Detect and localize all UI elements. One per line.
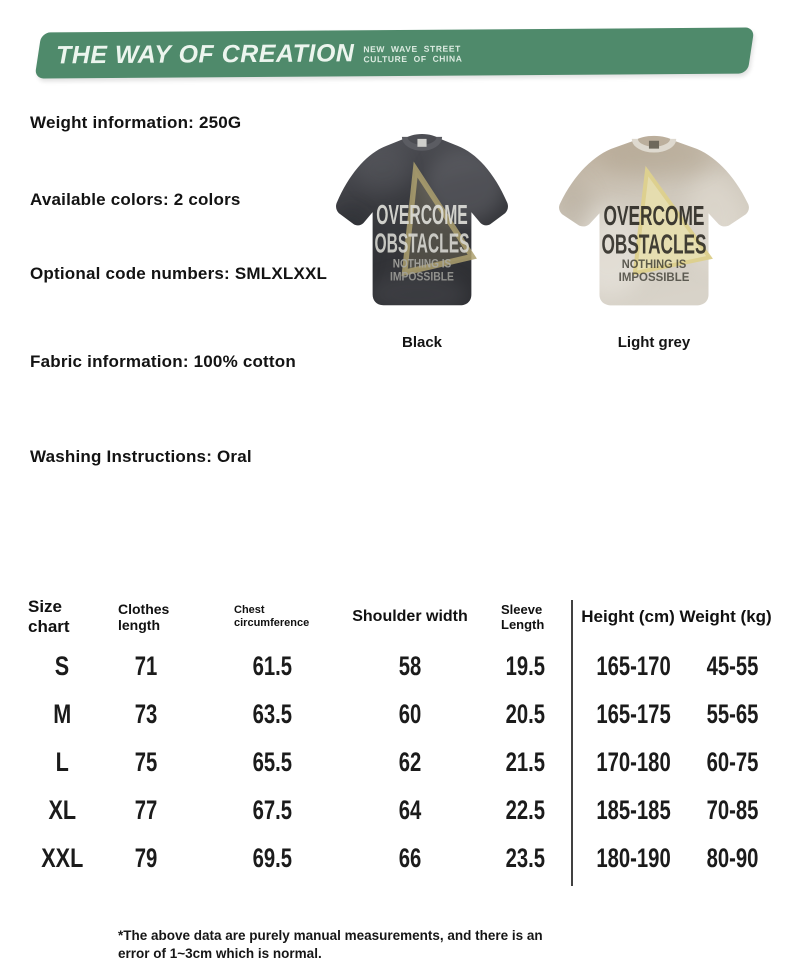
header-shoulder-width: Shoulder width bbox=[352, 608, 468, 625]
row-l-sleeve: 21.5 bbox=[505, 746, 545, 777]
row-xl-chest: 67.5 bbox=[252, 794, 292, 825]
shirt-black bbox=[326, 128, 518, 351]
brand-banner-content bbox=[38, 28, 751, 79]
table-vertical-divider bbox=[571, 600, 573, 886]
row-m-size: M bbox=[53, 698, 71, 729]
row-s-sleeve: 19.5 bbox=[505, 650, 545, 681]
row-xl-clothes: 77 bbox=[134, 794, 158, 825]
row-xxl-clothes: 79 bbox=[134, 842, 158, 873]
print-line3: NOTHING IS bbox=[392, 258, 452, 271]
info-codes: Optional code numbers: SMLXLXXL bbox=[30, 264, 328, 283]
print-line2: OBSTACLES bbox=[601, 228, 707, 260]
row-xl-size: XL bbox=[48, 794, 76, 825]
brand-subtitle-line2: CULTURE OF CHINA bbox=[363, 53, 463, 65]
row-xxl-chest: 69.5 bbox=[252, 842, 292, 873]
row-l-height: 170-180 bbox=[596, 746, 672, 777]
row-m-clothes: 73 bbox=[134, 698, 158, 729]
row-s-clothes: 71 bbox=[134, 650, 158, 681]
row-s-weight: 45-55 bbox=[706, 650, 759, 681]
footnote-line2: error of 1~3cm which is normal. bbox=[118, 946, 322, 961]
row-s-size: S bbox=[54, 650, 70, 681]
row-m-sleeve: 20.5 bbox=[505, 698, 545, 729]
row-xl-weight: 70-85 bbox=[706, 794, 759, 825]
print-line4: IMPOSSIBLE bbox=[618, 270, 690, 284]
print-line4: IMPOSSIBLE bbox=[390, 271, 455, 284]
row-m-height: 165-175 bbox=[596, 698, 672, 729]
header-height-weight: Height (cm) Weight (kg) bbox=[581, 607, 772, 626]
brand-subtitle bbox=[363, 44, 462, 65]
shirt-black-image bbox=[326, 128, 518, 326]
print-line1: OVERCOME bbox=[376, 199, 468, 231]
row-l-weight: 60-75 bbox=[706, 746, 759, 777]
header-size-chart: Size chart bbox=[28, 597, 70, 636]
header-clothes-length: Clothes length bbox=[118, 601, 170, 633]
row-l-chest: 65.5 bbox=[252, 746, 292, 777]
shirt-lightgrey-label: Light grey bbox=[617, 334, 691, 351]
print-line1: OVERCOME bbox=[603, 200, 705, 231]
row-xxl-sleeve: 23.5 bbox=[505, 842, 545, 873]
row-l-shoulder: 62 bbox=[398, 746, 422, 777]
row-xxl-size: XXL bbox=[40, 842, 83, 873]
brand-title: THE WAY OF CREATION bbox=[55, 38, 355, 69]
print-line3: NOTHING IS bbox=[621, 257, 687, 272]
row-s-chest: 61.5 bbox=[252, 650, 292, 681]
row-s-height: 165-170 bbox=[596, 650, 672, 681]
row-xxl-height: 180-190 bbox=[596, 842, 672, 873]
print-line2: OBSTACLES bbox=[374, 227, 470, 259]
row-xxl-weight: 80-90 bbox=[706, 842, 759, 873]
row-l-size: L bbox=[55, 746, 69, 777]
footnote-line1: *The above data are purely manual measurements, and there is an bbox=[118, 928, 543, 943]
row-xl-height: 185-185 bbox=[596, 794, 672, 825]
brand-banner bbox=[35, 27, 755, 78]
info-weight: Weight information: 250G bbox=[30, 113, 242, 132]
size-chart-table bbox=[28, 592, 775, 882]
header-sleeve-length: Sleeve Length bbox=[501, 602, 545, 632]
measurement-footnote bbox=[118, 927, 543, 963]
info-fabric: Fabric information: 100% cotton bbox=[30, 352, 296, 371]
row-xxl-shoulder: 66 bbox=[398, 842, 422, 873]
tee-neck-label bbox=[417, 139, 426, 147]
info-colors: Available colors: 2 colors bbox=[30, 190, 241, 209]
tee-neck-label bbox=[649, 141, 659, 149]
brand-subtitle-line1: NEW WAVE STREET bbox=[363, 43, 461, 55]
header-chest-circumference: Chest circumference bbox=[234, 604, 310, 629]
shirt-black-label: Black bbox=[401, 334, 443, 351]
row-xl-sleeve: 22.5 bbox=[505, 794, 545, 825]
row-xl-shoulder: 64 bbox=[398, 794, 422, 825]
row-m-shoulder: 60 bbox=[398, 698, 422, 729]
row-m-chest: 63.5 bbox=[252, 698, 292, 729]
row-m-weight: 55-65 bbox=[706, 698, 759, 729]
row-l-clothes: 75 bbox=[134, 746, 158, 777]
shirt-lightgrey-image bbox=[548, 130, 760, 326]
shirt-lightgrey bbox=[548, 130, 760, 351]
row-s-shoulder: 58 bbox=[398, 650, 422, 681]
info-washing: Washing Instructions: Oral bbox=[30, 447, 252, 466]
